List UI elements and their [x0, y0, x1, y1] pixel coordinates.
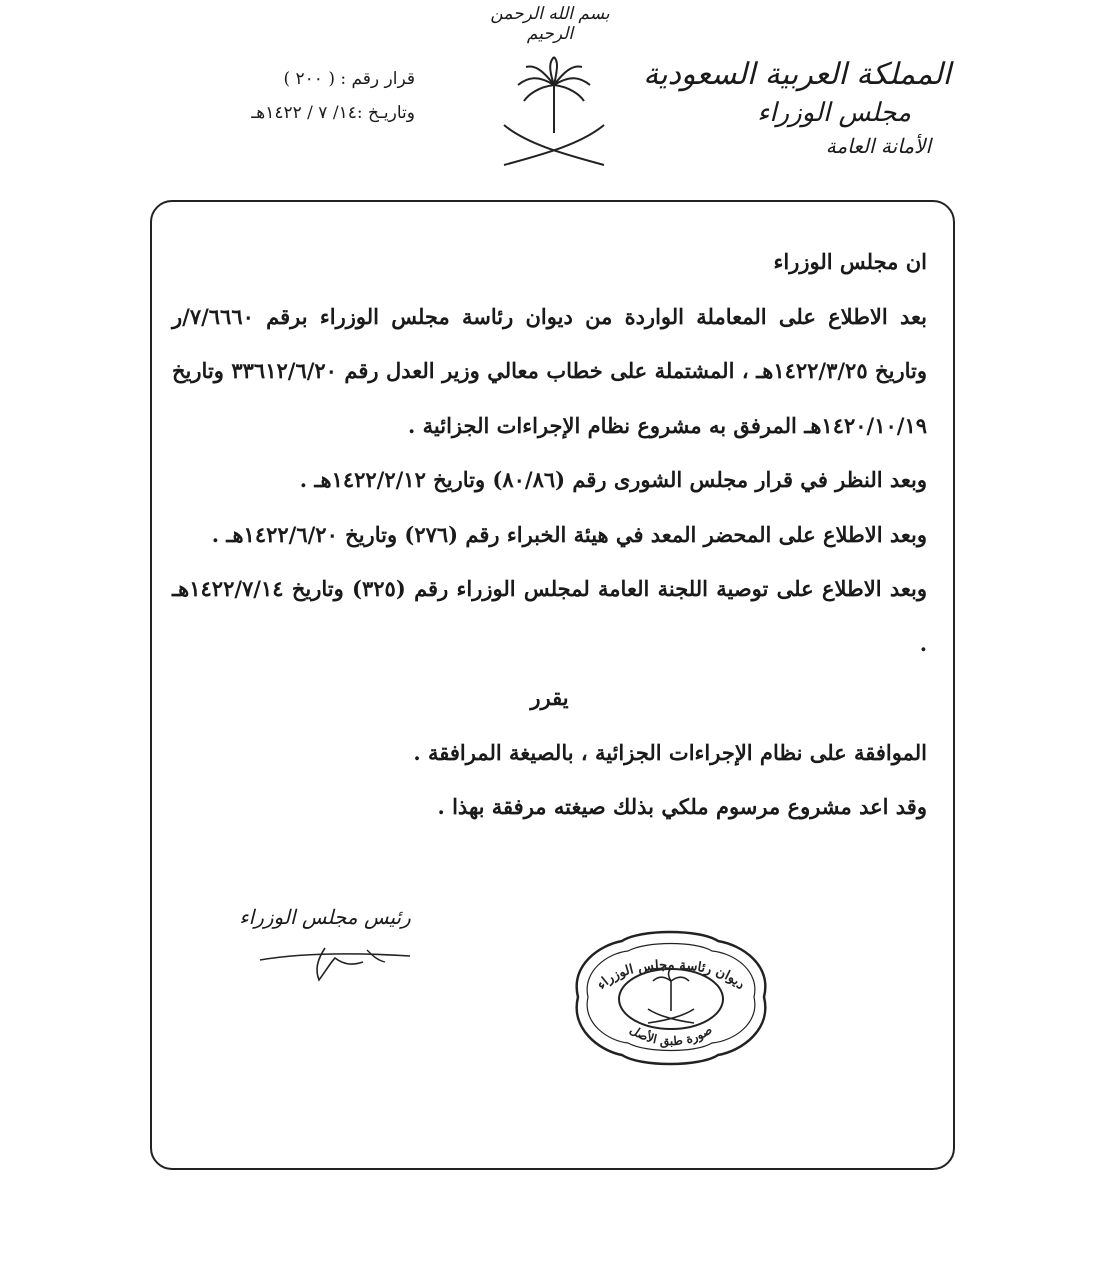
council-name: مجلس الوزراء: [757, 98, 911, 128]
seal-top-text: ديوان رئاسة مجلس الوزراء: [594, 957, 749, 993]
decision-reference: [170, 62, 415, 130]
paragraph-shura-council: وبعد النظر في قرار مجلس الشورى رقم (٨٠/٨٦) وتاريخ ١٤٢٢/٢/١٢هـ .: [299, 467, 927, 492]
letterhead: [643, 55, 951, 161]
opening-line: ان مجلس الوزراء: [773, 249, 927, 274]
basmala: بسم الله الرحمن الرحيم: [490, 4, 610, 44]
saudi-emblem-icon: [498, 55, 610, 175]
handwritten-signature: [255, 940, 415, 985]
official-seal: [560, 925, 780, 1070]
svg-text:صورة طبق الأصل: [627, 1022, 714, 1049]
decision-body: [172, 235, 927, 835]
paragraph-experts-commission: وبعد الاطلاع على المحضر المعد في هيئة الخبراء رقم (٢٧٦) وتاريخ ١٤٢٢/٦/٢٠هـ .: [211, 521, 927, 547]
seal-bottom-text: صورة طبق الأصل: [627, 1022, 715, 1049]
kingdom-name: المملكة العربية السعودية: [643, 57, 951, 92]
paragraph-ministry-of-justice: بعد الاطلاع على المعاملة الواردة من ديوان رئاسة مجلس الوزراء برقم ٧/٦٦٦٠/ر وتاريخ ١٤٢٢/٣/٢٥هـ ، المشتملة على خطاب معالي وزير العدل رقم ٣٣٦١٢/٦/٢٠ وتاريخ ١٤٢٠/١٠/١٩هـ المرفق به مشروع نظام الإجراءات الجزائية .: [172, 303, 927, 438]
decision-number: قرار رقم : ( ٢٠٠ ): [283, 69, 415, 89]
paragraph-approval: الموافقة على نظام الإجراءات الجزائية ، بالصيغة المرافقة .: [413, 739, 927, 765]
decides-heading: يقرر: [530, 685, 569, 710]
signatory-title: رئيس مجلس الوزراء: [239, 905, 411, 929]
secretariat-name: الأمانة العامة: [825, 134, 931, 158]
decision-date: وتاريـخ :١٤/ ٧ / ١٤٢٢هـ: [251, 103, 415, 123]
paragraph-general-committee: وبعد الاطلاع على توصية اللجنة العامة لمجلس الوزراء رقم (٣٢٥) وتاريخ ١٤٢٢/٧/١٤هـ .: [172, 576, 927, 656]
paragraph-royal-decree: وقد اعد مشروع مرسوم ملكي بذلك صيغته مرفقة بهذا .: [437, 794, 927, 819]
